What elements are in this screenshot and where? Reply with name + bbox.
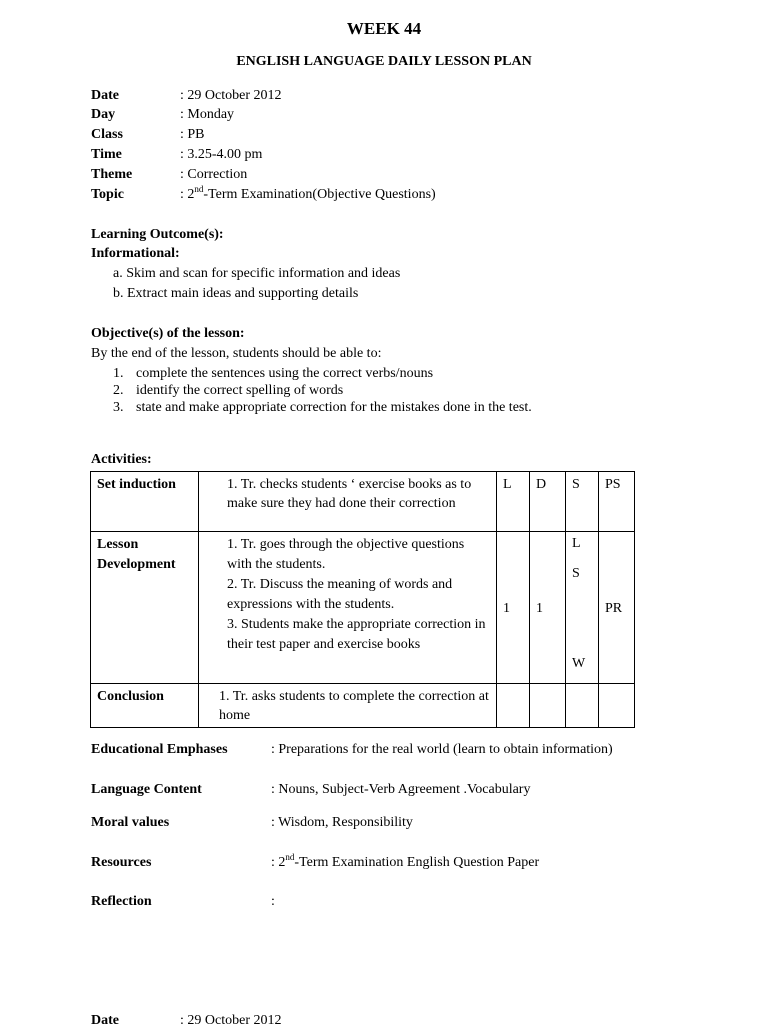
moral-values-value: : Wisdom, Responsibility — [271, 815, 413, 830]
class-value: : PB — [180, 127, 205, 142]
date-label: Date — [91, 88, 119, 103]
s-cell — [566, 684, 599, 728]
theme-value: : Correction — [180, 167, 248, 182]
step-text: 1. Tr. goes through the objective questions with the students. — [227, 537, 465, 572]
step-text: 3. Students make the appropriate correction in their test paper and exercise books — [227, 617, 486, 652]
d-cell: 1 — [530, 532, 566, 684]
steps-cell — [199, 684, 497, 728]
objective-number: 2. — [113, 383, 124, 398]
activities-heading: Activities: — [91, 452, 152, 467]
objective-text: state and make appropriate correction for the mistakes done in the test. — [136, 400, 532, 415]
time-value: : 3.25-4.00 pm — [180, 147, 263, 162]
objective-number: 1. — [113, 366, 124, 381]
next-date-value: : 29 October 2012 — [180, 1013, 282, 1028]
objectives-heading: Objective(s) of the lesson: — [91, 326, 245, 341]
table-row — [91, 684, 635, 728]
resources-value: : 2nd-Term Examination English Question Paper — [271, 852, 540, 870]
step-text: 1. Tr. asks students to complete the correction at home — [219, 689, 489, 723]
d-cell — [530, 684, 566, 728]
step-text: 1. Tr. checks students ‘ exercise books as to make sure they had done their correction — [227, 477, 472, 511]
language-content-label: Language Content — [91, 782, 202, 797]
s-mark: W — [572, 656, 586, 671]
time-label: Time — [91, 147, 122, 162]
learning-outcomes-heading: Learning Outcome(s): — [91, 227, 224, 242]
reflection-label: Reflection — [91, 894, 152, 909]
topic-value: : 2nd-Term Examination(Objective Questions) — [180, 184, 436, 202]
next-date-label: Date — [91, 1013, 119, 1028]
activities-table — [90, 471, 635, 728]
informational-heading: Informational: — [91, 246, 180, 261]
date-value: : 29 October 2012 — [180, 88, 282, 103]
s-cell: S — [566, 472, 599, 532]
s-cell — [566, 532, 599, 684]
s-mark: S — [572, 566, 580, 581]
ps-cell — [599, 684, 635, 728]
s-mark: L — [572, 536, 581, 551]
table-row — [91, 472, 635, 532]
day-label: Day — [91, 107, 116, 122]
day-value: : Monday — [180, 107, 235, 122]
l-cell — [497, 684, 530, 728]
steps-cell — [199, 472, 497, 532]
reflection-value: : — [271, 894, 275, 909]
stage-cell: Conclusion — [91, 684, 199, 728]
table-row — [91, 532, 635, 684]
objective-text: identify the correct spelling of words — [136, 383, 344, 398]
document-title: ENGLISH LANGUAGE DAILY LESSON PLAN — [236, 54, 532, 69]
educational-emphases-label: Educational Emphases — [91, 742, 228, 757]
class-label: Class — [91, 127, 123, 142]
step-text: 2. Tr. Discuss the meaning of words and expressions with the students. — [227, 577, 453, 612]
l-cell: 1 — [497, 532, 530, 684]
outcome-item: a. Skim and scan for specific information and ideas — [113, 266, 401, 281]
educational-emphases-value: : Preparations for the real world (learn to obtain information) — [271, 742, 613, 757]
ps-cell: PR — [599, 532, 635, 684]
ps-cell: PS — [599, 472, 635, 532]
theme-label: Theme — [91, 167, 133, 182]
resources-label: Resources — [91, 855, 152, 870]
topic-label: Topic — [91, 187, 124, 202]
stage-cell: Set induction — [91, 472, 199, 532]
objective-number: 3. — [113, 400, 124, 415]
week-heading: WEEK 44 — [346, 19, 422, 38]
d-cell: D — [530, 472, 566, 532]
objective-text: complete the sentences using the correct verbs/nouns — [136, 366, 434, 381]
outcome-item: b. Extract main ideas and supporting details — [113, 286, 359, 301]
stage-cell: Lesson Development — [91, 532, 199, 684]
objectives-intro: By the end of the lesson, students should be able to: — [91, 346, 382, 361]
l-cell: L — [497, 472, 530, 532]
language-content-value: : Nouns, Subject-Verb Agreement .Vocabulary — [271, 782, 531, 797]
steps-cell — [199, 532, 497, 684]
moral-values-label: Moral values — [91, 815, 170, 830]
